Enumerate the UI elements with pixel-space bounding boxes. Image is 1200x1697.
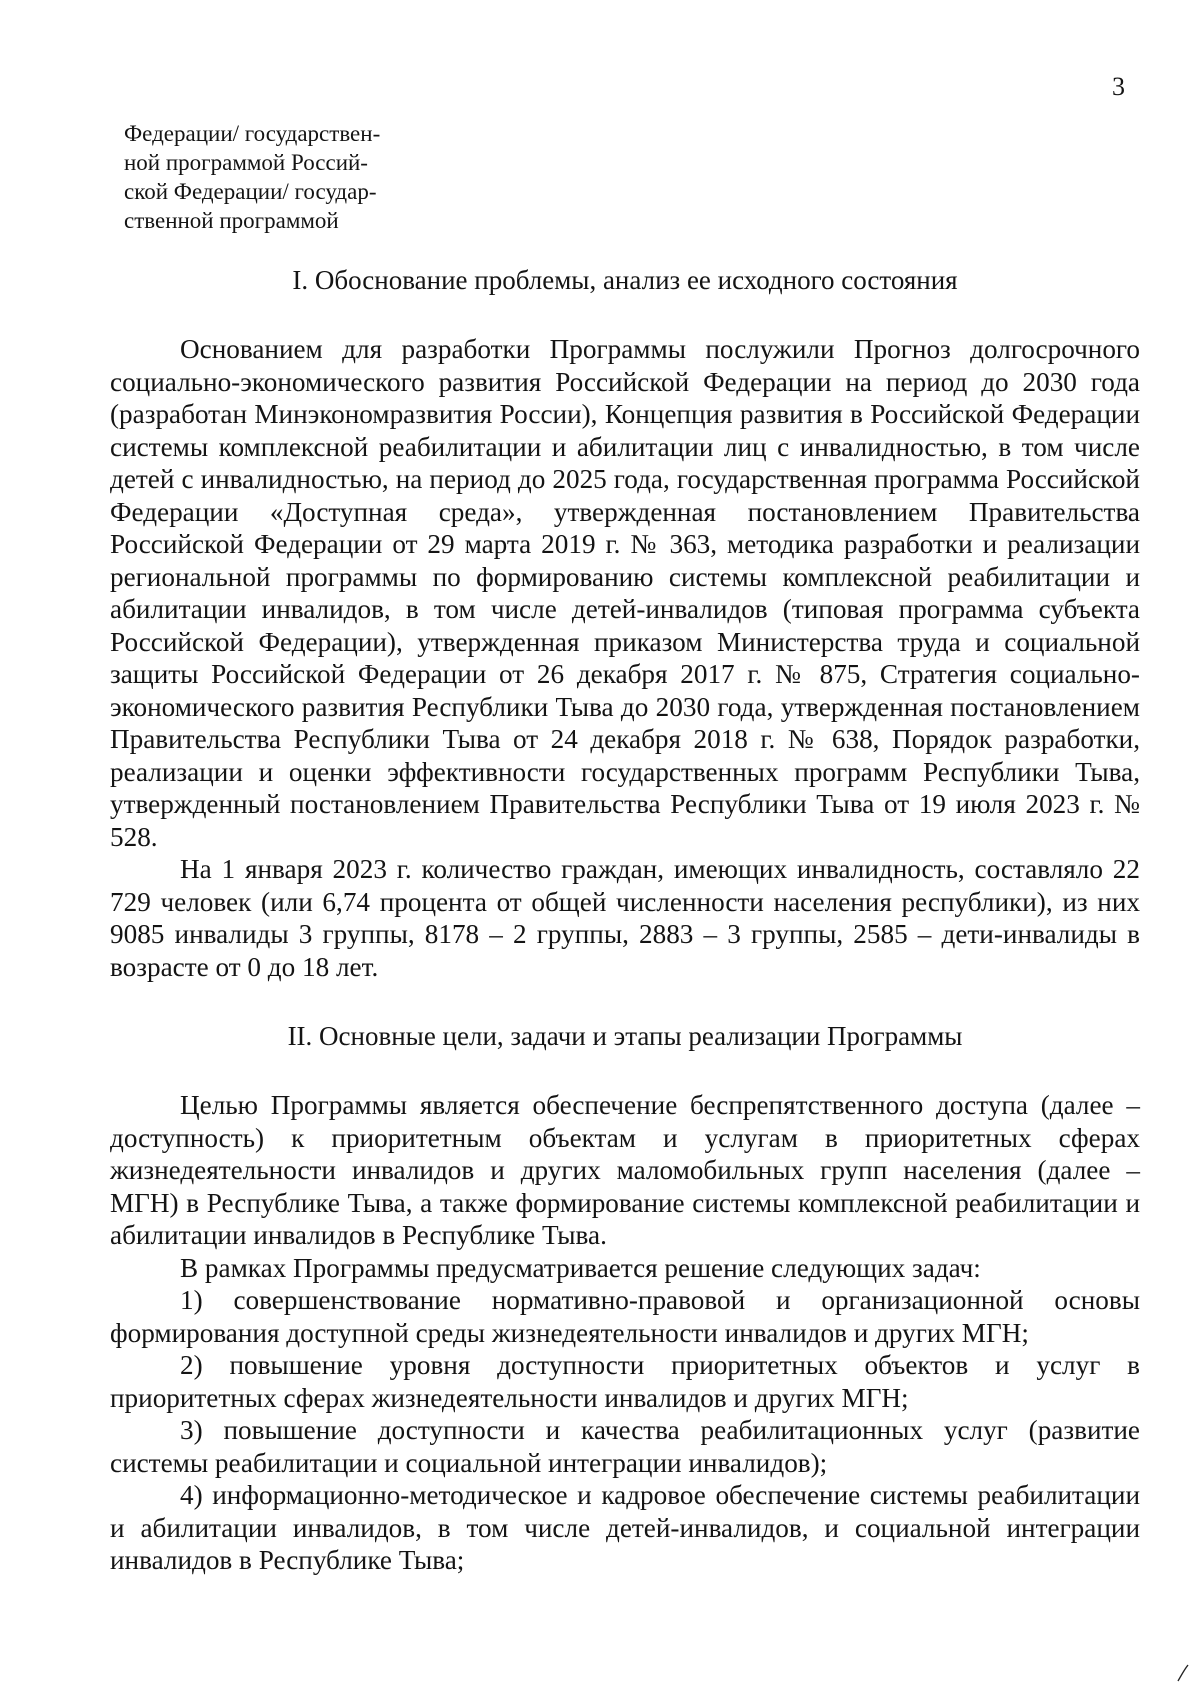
paragraph: Основанием для разработки Программы послужили Прогноз долгосрочного социально-экономического развития Российской Федерации на период до 2030 года (разработан Минэкономразвития России), Концепция развития в Российской Федерации системы комплексной реабилитации и абилитации лиц с инвалидностью, в том числе детей с инвалидностью, на период до 2025 года, государственная программа Российской Федерации «Доступная среда», утвержденная постановлением Правительства Российской Федерации от 29 марта 2019 г. № 363, методика разработки и реализации региональной программы по формированию системы комплексной реабилитации и абилитации инвалидов, в том числе детей-инвалидов (типовая программа субъекта Российской Федерации), утвержденная приказом Министерства труда и социальной защиты Российской Федерации от 26 декабря 2017 г. № 875, Стратегия социально-экономического развития Республики Тыва до 2030 года, утвержденная постановлением Правительства Республики Тыва от 24 декабря 2018 г. № 638, Порядок разработки, реализации и оценки эффективности государственных программ Республики Тыва, утвержденный постановлением Правительства Республики Тыва от 19 июля 2023 г. № 528. [110, 334, 1140, 852]
fragment-line: Федерации/ государствен- [124, 121, 381, 146]
section-1-body [110, 333, 1140, 983]
list-item: 1) совершенствование нормативно-правовой и организационной основы формирования доступной среды жизнедеятельности инвалидов и других МГН; [110, 1285, 1140, 1348]
paragraph: В рамках Программы предусматривается решение следующих задач: [180, 1252, 981, 1283]
page-number: 3 [1112, 72, 1125, 101]
fragment-line: ной программой Россий- [124, 150, 368, 175]
list-item: 2) повышение уровня доступности приоритетных объектов и услуг в приоритетных сферах жизнедеятельности инвалидов и других МГН; [110, 1350, 1140, 1413]
fragment-line: ственной программой [124, 208, 339, 233]
approval-fragment [124, 119, 414, 235]
paragraph: На 1 января 2023 г. количество граждан, имеющих инвалидность, составляло 22 729 человек (или 6,74 процента от общей численности населения республики), из них 9085 инвалиды 3 группы, 8178 – 2 группы, 2883 – 3 группы, 2585 – дети-инвалиды в возрасте от 0 до 18 лет. [110, 854, 1140, 982]
scan-mark-icon [1176, 1664, 1190, 1682]
section-2-heading: II. Основные цели, задачи и этапы реализации Программы [287, 1021, 963, 1051]
paragraph: Целью Программы является обеспечение беспрепятственного доступа (далее – доступность) к приоритетным объектам и услугам в приоритетных сферах жизнедеятельности инвалидов и других маломобильных групп населения (далее – МГН) в Республике Тыва, а также формирование системы комплексной реабилитации и абилитации инвалидов в Республике Тыва. [110, 1090, 1140, 1250]
list-item: 3) повышение доступности и качества реабилитационных услуг (развитие системы реабилитации и социальной интеграции инвалидов); [110, 1415, 1140, 1478]
fragment-line: ской Федерации/ государ- [124, 179, 377, 204]
section-1-heading: I. Обоснование проблемы, анализ ее исходного состояния [292, 265, 958, 295]
section-2-body [110, 1089, 1140, 1577]
list-item: 4) информационно-методическое и кадровое обеспечение системы реабилитации и абилитации инвалидов, в том числе детей-инвалидов, и социальной интеграции инвалидов в Республике Тыва; [110, 1480, 1140, 1575]
